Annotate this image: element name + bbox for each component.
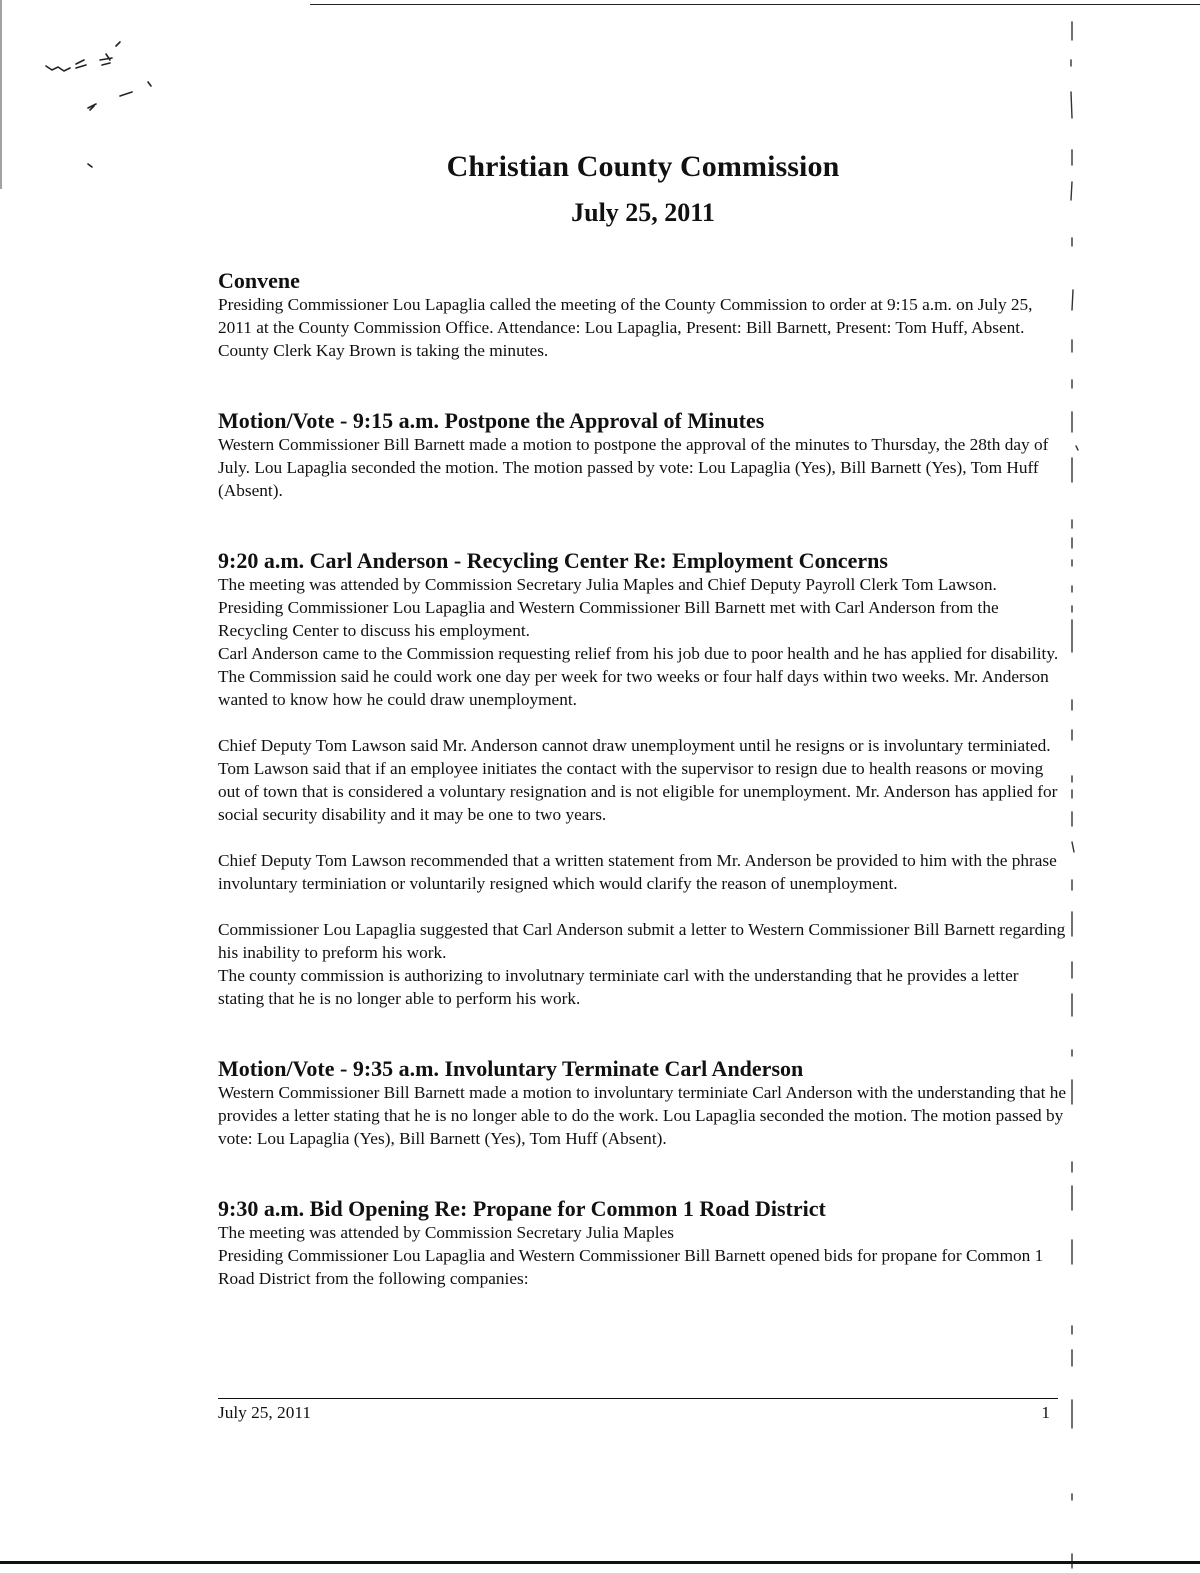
section-postpone-minutes bbox=[218, 408, 1068, 502]
bottom-scan-rule bbox=[0, 1561, 1200, 1564]
minutes-page bbox=[218, 150, 1068, 1290]
section-paragraph: Carl Anderson came to the Commission requesting relief from his job due to poor health and he has applied for disability. The Commission said he could work one day per week for two weeks or four half days within two weeks. Mr. Anderson wanted to know how he could draw unemployment. bbox=[218, 644, 1059, 709]
section-carl-anderson bbox=[218, 548, 1068, 1010]
section-involuntary-terminate bbox=[218, 1056, 1068, 1150]
scan-specks bbox=[40, 40, 170, 180]
section-paragraph: Presiding Commissioner Lou Lapaglia called the meeting of the County Commission to order at 9:15 a.m. on July 25, 2011 at the County Commission Office. Attendance: Lou Lapaglia, Present: Bill Barnett, Present: Tom Huff, Absent. County Clerk Kay Brown is taking the minutes. bbox=[218, 295, 1033, 360]
section-paragraph: Chief Deputy Tom Lawson recommended that a written statement from Mr. Anderson be provided to him with the phrase involuntary terminiation or voluntarily resigned which would clarify the reason of unemployment. bbox=[218, 851, 1057, 893]
left-scan-edge bbox=[0, 0, 2, 1573]
section-bid-opening bbox=[218, 1196, 1068, 1290]
section-heading: 9:30 a.m. Bid Opening Re: Propane for Common 1 Road District bbox=[218, 1196, 826, 1221]
section-paragraph: The meeting was attended by Commission Secretary Julia Maples bbox=[218, 1223, 674, 1242]
page-number: 1 bbox=[1041, 1403, 1050, 1422]
section-paragraph: Commissioner Lou Lapaglia suggested that Carl Anderson submit a letter to Western Commissioner Bill Barnett regarding his inability to preform his work. bbox=[218, 920, 1066, 962]
section-paragraph: Presiding Commissioner Lou Lapaglia and Western Commissioner Bill Barnett opened bids for propane for Common 1 Road District from the following companies: bbox=[218, 1246, 1044, 1288]
section-paragraph: Chief Deputy Tom Lawson said Mr. Anderson cannot draw unemployment until he resigns or is involuntary terminiated. Tom Lawson said that if an employee initiates the contact with the supervisor to resign due to health reasons or moving out of town that is considered a voluntary resignation and is not eligible for unemployment. Mr. Anderson has applied for social security disability and it may be one to two years. bbox=[218, 736, 1058, 824]
document-date: July 25, 2011 bbox=[571, 198, 715, 227]
page-footer bbox=[218, 1398, 1058, 1422]
section-paragraph: Presiding Commissioner Lou Lapaglia and Western Commissioner Bill Barnett met with Carl Anderson from the Recycling Center to discuss his employment. bbox=[218, 598, 999, 640]
section-paragraph: Western Commissioner Bill Barnett made a motion to involuntary terminiate Carl Anderson with the understanding that he provides a letter stating that he is no longer able to do the work. Lou Lapaglia seconded the motion. The motion passed by vote: Lou Lapaglia (Yes), Bill Barnett (Yes), Tom Huff (Absent). bbox=[218, 1083, 1067, 1148]
section-convene bbox=[218, 268, 1068, 362]
section-heading: Motion/Vote - 9:35 a.m. Involuntary Terminate Carl Anderson bbox=[218, 1056, 804, 1081]
section-paragraph: Western Commissioner Bill Barnett made a motion to postpone the approval of the minutes to Thursday, the 28th day of July. Lou Lapaglia seconded the motion. The motion passed by vote: Lou Lapaglia (Yes), Bill Barnett (Yes), Tom Huff (Absent). bbox=[218, 435, 1049, 500]
section-heading: Convene bbox=[218, 268, 300, 293]
section-paragraph: The county commission is authorizing to involutnary terminiate carl with the understanding that he provides a letter stating that he is no longer able to perform his work. bbox=[218, 966, 1019, 1008]
footer-date: July 25, 2011 bbox=[218, 1403, 311, 1422]
document-title: Christian County Commission bbox=[446, 150, 840, 183]
section-heading: Motion/Vote - 9:15 a.m. Postpone the Approval of Minutes bbox=[218, 408, 765, 433]
section-paragraph: The meeting was attended by Commission Secretary Julia Maples and Chief Deputy Payroll Clerk Tom Lawson. bbox=[218, 575, 997, 594]
section-heading: 9:20 a.m. Carl Anderson - Recycling Center Re: Employment Concerns bbox=[218, 548, 888, 573]
